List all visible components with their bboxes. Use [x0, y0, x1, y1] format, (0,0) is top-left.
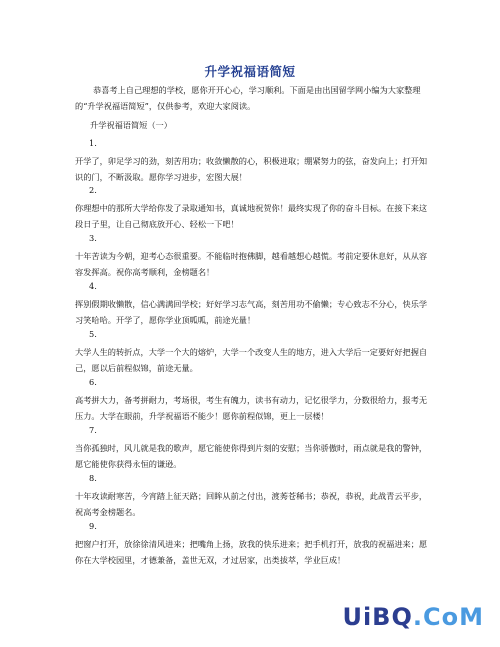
- item-text: 挥别假期收懒散，信心满满回学校；好好学习志气高，刻苦用功不偷懒；专心致志不分心，快乐学习笑哈哈。开学了，愿你学业顶呱呱，前途光量！: [75, 299, 428, 325]
- item-number: 8.: [89, 473, 97, 483]
- list-item: [75, 280, 433, 328]
- list-item: [75, 520, 433, 568]
- list-item: [75, 424, 433, 472]
- section-heading: 升学祝福语简短（一）: [90, 120, 172, 130]
- item-number: 4.: [89, 281, 97, 291]
- item-text: 高考拼大力，备考拼耐力，考场很，考生有魄力，读书有动力，记忆很学力，分数很给力，报考无压力。大学在眼前，升学祝福语不能少！愿你前程似锦，更上一层楼！: [75, 395, 428, 421]
- list-item: [75, 184, 433, 232]
- intro-paragraph: 恭喜考上自己理想的学校，愿你开开心心，学习顺利。下面是由出国留学网小编为大家整理的“升学祝福语简短”，仅供参考，欢迎大家阅读。: [75, 85, 421, 111]
- item-number: 3.: [89, 233, 97, 243]
- item-text: 当你孤独时，风儿就是我的歌声，愿它能使你得到片刻的安慰；当你骄傲时，雨点就是我的警钟，愿它能使你获得永恒的谦逊。: [75, 443, 428, 469]
- list-item: [75, 376, 433, 424]
- watermark-part2: .CoM: [412, 603, 484, 631]
- item-text: 大学人生的转折点，大学一个大的熔炉，大学一个改变人生的地方，进入大学后一定要好好把握自己，愿以后前程似锦，前途无量。: [75, 347, 428, 373]
- list-item: [75, 472, 433, 520]
- item-text: 你理想中的那所大学给你发了录取通知书，真诚地祝贺你！最终实现了你的奋斗目标。在接下来这段日子里，让自己彻底放开心、轻松一下吧！: [75, 203, 428, 229]
- list-item: [75, 137, 433, 185]
- watermark-logo: [342, 603, 484, 631]
- item-number: 9.: [89, 521, 97, 531]
- watermark-part1: UiBQ: [342, 603, 413, 631]
- item-number: 5.: [89, 329, 97, 339]
- list-item: [75, 232, 433, 280]
- item-number: 2.: [89, 185, 97, 195]
- item-text: 十年攻读耐寒苦，今宵踏上征天路；回眸从前之付出，渡莠苍稀书；恭祝，恭祝，此战青云平步，祝高考金榜题名。: [75, 491, 428, 517]
- item-number: 1.: [89, 138, 97, 148]
- list-item: [75, 328, 433, 376]
- page-title: 升学祝福语简短: [204, 64, 296, 79]
- item-text: 十年苦读为今朝，迎考心态很重要。不能临时抱佛脚，越看越想心越慌。考前定要休息好，从从容容发挥高。祝你高考顺利，金榜题名！: [75, 251, 428, 277]
- item-number: 7.: [89, 425, 97, 435]
- item-number: 6.: [89, 377, 97, 387]
- item-text: 把窗户打开，放徐徐清风进来；把嘴角上扬，放我的快乐进来；把手机打开，放我的祝福进来；愿你在大学校园里，才德兼备，盖世无双，才过居家，出类拔萃，学业巨成！: [75, 539, 428, 565]
- item-text: 开学了，卯足学习的劲，刻苦用功；收敛懒散的心，积极进取；绷紧努力的弦，奋发向上；打开知识的门，不断汲取。愿你学习进步，宏图大展！: [75, 156, 428, 182]
